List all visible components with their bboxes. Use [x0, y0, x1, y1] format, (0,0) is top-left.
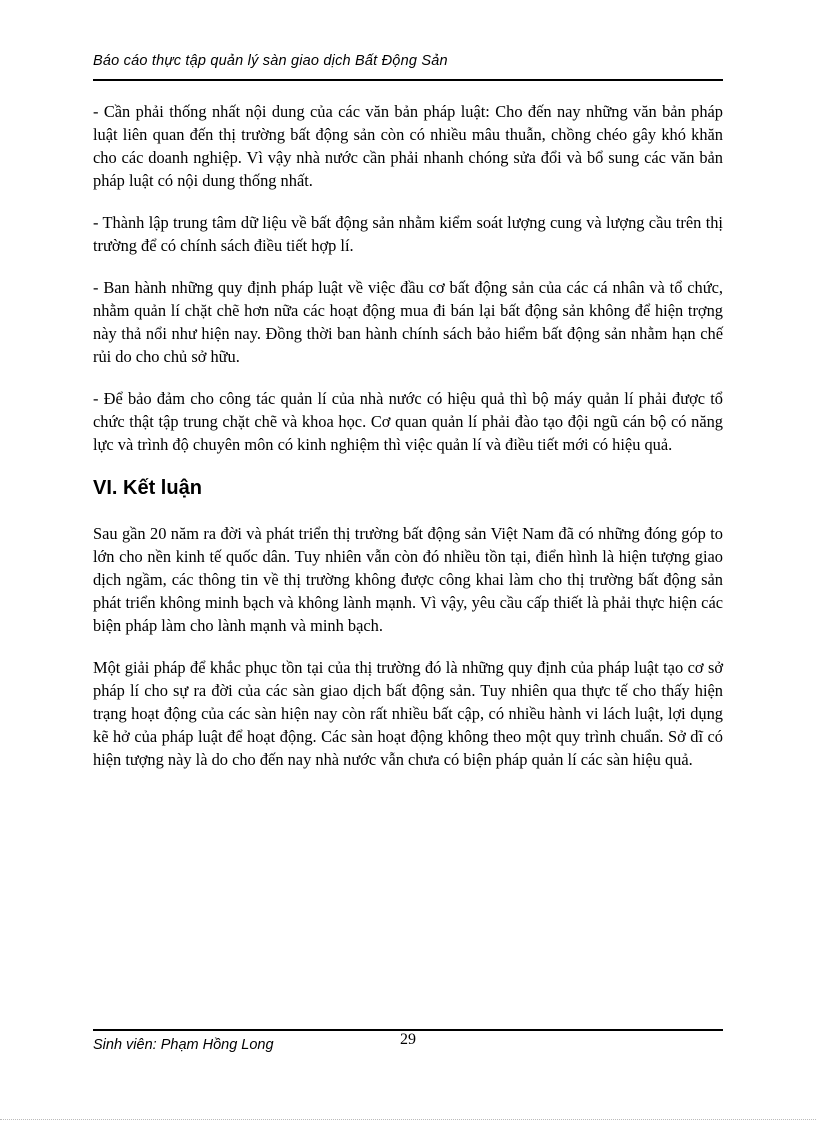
- paragraph-data-center: - Thành lập trung tâm dữ liệu về bất động sản nhằm kiểm soát lượng cung và lượng cầu trên thị trường để có chính sách điều tiết hợp lí.: [93, 213, 723, 255]
- paragraph-conclusion-1: Sau gần 20 năm ra đời và phát triển thị trường bất động sản Việt Nam đã có những đóng góp to lớn cho nền kinh tế quốc dân. Tuy nhiên vẫn còn đó nhiều tồn tại, điển hình là hiện tượng giao dịch ngầm, các thông tin về thị trường không được công khai làm cho thị trường bất động sản phát triển không minh bạch và không lành mạnh. Vì vậy, yêu cầu cấp thiết là phải thực hiện các biện pháp làm cho lành mạnh và minh bạch.: [93, 524, 723, 635]
- page-bottom-divider: [0, 1119, 816, 1120]
- paragraph-unify-laws: - Cần phải thống nhất nội dung của các văn bản pháp luật: Cho đến nay những văn bản pháp luật liên quan đến thị trường bất động sản còn có nhiều mâu thuẫn, chồng chéo gây khó khăn cho các doanh nghiệp. Vì vậy nhà nước cần phải nhanh chóng sửa đổi và bổ sung các văn bản pháp luật có nội dung thống nhất.: [93, 102, 723, 190]
- page-header: [93, 53, 723, 81]
- footer-student-name: Sinh viên: Phạm Hồng Long: [93, 1037, 274, 1053]
- paragraph-management-apparatus: - Để bảo đảm cho công tác quản lí của nhà nước có hiệu quả thì bộ máy quản lí phải được tổ chức thật tập trung chặt chẽ và khoa học. Cơ quan quản lí phải đào tạo đội ngũ cán bộ có năng lực và trình độ chuyên môn có kinh nghiệm thì việc quản lí và điều tiết mới có hiệu quả.: [93, 389, 723, 454]
- page-footer: [93, 1029, 723, 1061]
- paragraph-speculation-regulation: - Ban hành những quy định pháp luật về việc đầu cơ bất động sản của các cá nhân và tổ chức, nhằm quản lí chặt chẽ hơn nữa các hoạt động mua đi bán lại bất động sản không để hiện trợng này thả nổi như hiện nay. Đồng thời ban hành chính sách bảo hiểm bất động sản nhằm hạn chế rủi do cho chủ sở hữu.: [93, 278, 723, 366]
- paragraph-conclusion-2: Một giải pháp để khắc phục tồn tại của thị trường đó là những quy định của pháp luật tạo cơ sở pháp lí cho sự ra đời của các sàn giao dịch bất động sản. Tuy nhiên qua thực tế cho thấy hiện trạng hoạt động của các sàn hiện nay còn rất nhiều bất cập, có nhiều hành vi lách luật, lợi dụng kẽ hở của pháp luật để hoạt động. Các sàn hoạt động không theo một quy trình chuẩn. Sở dĩ có hiện tượng này là do cho đến nay nhà nước vẫn chưa có biện pháp quản lí các sàn hiệu quả.: [93, 658, 723, 769]
- section-title-conclusion: VI. Kết luận: [93, 477, 202, 499]
- document-body: [93, 100, 723, 790]
- header-title: Báo cáo thực tập quản lý sàn giao dịch Bất Động Sản: [93, 53, 448, 69]
- footer-page-number: 29: [400, 1031, 416, 1048]
